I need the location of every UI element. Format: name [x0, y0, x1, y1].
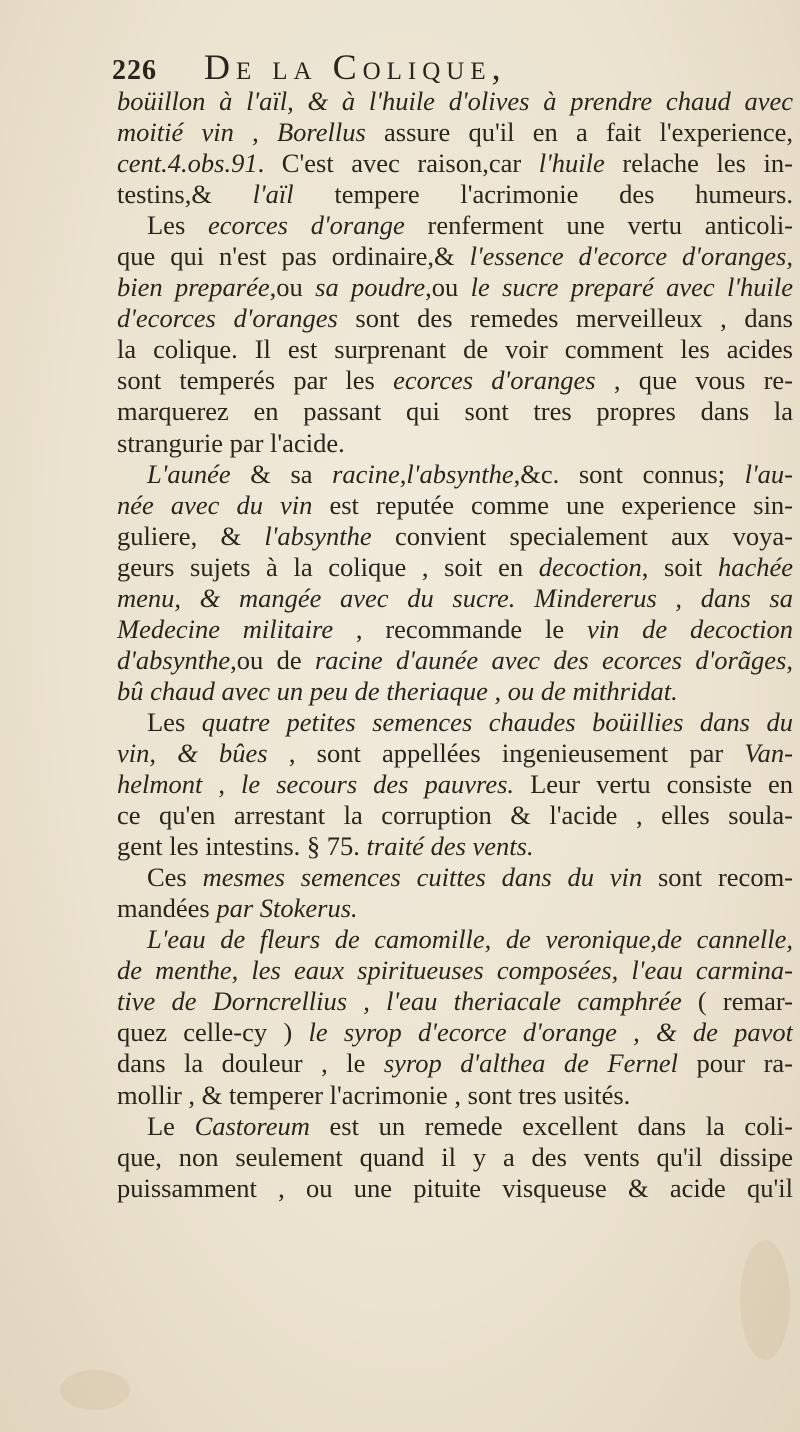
- roman-text: . C'est avec raison,car: [257, 148, 539, 179]
- roman-text: est reputée comme une experience sin-: [312, 489, 793, 520]
- roman-text: assure qu'il en a fait l'experience,: [365, 117, 793, 148]
- text-line: [117, 645, 793, 676]
- italic-text: bû chaud avec un peu de theriaque , ou de mithridat.: [117, 675, 678, 706]
- italic-text: l'au-: [744, 458, 793, 489]
- text-line: [117, 148, 793, 179]
- text-line: [117, 1173, 793, 1204]
- text-line: [117, 831, 793, 862]
- text-line: [117, 334, 793, 365]
- roman-text: est un remede excellent dans la coli-: [309, 1110, 793, 1141]
- text-line: [117, 862, 793, 893]
- text-line: [117, 955, 793, 986]
- italic-text: L'eau de fleurs de camomille, de veronique,de cannelle,: [147, 924, 793, 955]
- italic-text: le sucre preparé avec l'huile: [470, 272, 793, 303]
- italic-text: bien preparée: [117, 272, 270, 303]
- italic-text: l'aïl: [252, 179, 294, 210]
- text-line: [117, 459, 793, 490]
- italic-text: vin, & bûes: [117, 737, 268, 768]
- roman-text: , soit: [641, 551, 718, 582]
- italic-text: syrop d'althea de Fernel: [383, 1048, 679, 1079]
- roman-text: , sont appellées ingenieusement par: [267, 737, 745, 768]
- italic-text: de menthe, les eaux spiritueuses composées, l'eau carmina-: [117, 955, 793, 986]
- italic-text: par Stokerus.: [216, 893, 358, 924]
- italic-text: helmont: [117, 769, 203, 800]
- italic-text: moitié vin: [117, 117, 234, 148]
- italic-text: d'ecorces d'oranges: [117, 303, 338, 334]
- body-text: [117, 86, 793, 1204]
- roman-text: sont temperés par les: [117, 365, 394, 396]
- text-line: [117, 986, 793, 1017]
- roman-text: ,ou: [425, 272, 471, 303]
- roman-text: la colique. Il est surprenant de voir comment les acides: [117, 334, 793, 365]
- text-line: [117, 707, 793, 738]
- roman-text: puissamment , ou une pituite visqueuse & acide qu'il: [117, 1172, 793, 1203]
- italic-text: le syrop d'ecorce d'orange , & de pavot: [308, 1017, 793, 1048]
- roman-text: guliere, &: [117, 520, 265, 551]
- page-header: [112, 46, 672, 90]
- text-line: [117, 117, 793, 148]
- text-line: [117, 1142, 793, 1173]
- text-line: [117, 1017, 793, 1048]
- italic-text: Medecine militaire: [117, 613, 334, 644]
- roman-text: ce qu'en arrestant la corruption & l'acide , elles soula-: [117, 800, 793, 831]
- text-line: [117, 241, 793, 272]
- italic-text: hachée: [717, 551, 793, 582]
- italic-text: l'absynthe: [264, 520, 372, 551]
- paper-stain: [60, 1370, 130, 1410]
- roman-text: gent les intestins. § 75.: [117, 831, 367, 862]
- roman-text: Leur vertu consiste en: [514, 769, 793, 800]
- roman-text: Ces: [147, 862, 203, 893]
- text-line: [117, 614, 793, 645]
- roman-text: ,ou de: [230, 644, 315, 675]
- text-line: [117, 738, 793, 769]
- page-number: 226: [112, 55, 157, 86]
- text-line: [117, 303, 793, 334]
- italic-text: tive de Dorncrellius , l'eau theriacale camphrée: [117, 986, 682, 1017]
- roman-text: strangurie par l'acide.: [117, 427, 345, 458]
- italic-text: mesmes semences cuittes dans du vin: [202, 862, 643, 893]
- italic-text: traité des vents.: [366, 831, 534, 862]
- roman-text: geurs sujets à la colique , soit en: [117, 551, 539, 582]
- italic-text: vin de decoction: [586, 613, 793, 644]
- text-line: [117, 1111, 793, 1142]
- italic-text: l'huile: [538, 148, 605, 179]
- roman-text: ( remar-: [681, 986, 793, 1017]
- roman-text: Le: [147, 1110, 195, 1141]
- text-line: [117, 552, 793, 583]
- roman-text: mollir , & temperer l'acrimonie , sont tres usités.: [117, 1079, 631, 1110]
- roman-text: que qui n'est pas ordinaire,&: [117, 241, 470, 272]
- roman-text: ,: [202, 769, 242, 800]
- text-line: [117, 800, 793, 831]
- italic-text: Van-: [744, 737, 793, 768]
- italic-text: cent.4.obs.91: [117, 148, 258, 179]
- roman-text: , recommande le: [333, 613, 587, 644]
- roman-text: marquerez en passant qui sont tres propres dans la: [117, 396, 793, 427]
- italic-text: d'absynthe: [117, 644, 231, 675]
- italic-text: Borellus: [276, 117, 366, 148]
- text-line: [117, 396, 793, 427]
- text-line: [117, 521, 793, 552]
- roman-text: pour ra-: [678, 1048, 793, 1079]
- text-line: [117, 583, 793, 614]
- text-line: [117, 86, 793, 117]
- text-line: [117, 1048, 793, 1079]
- text-line: [117, 676, 793, 707]
- italic-text: racine,l'absynthe: [332, 458, 514, 489]
- italic-text: L'aunée: [147, 458, 231, 489]
- roman-text: convient specialement aux voya-: [371, 520, 793, 551]
- text-line: [117, 924, 793, 955]
- running-title: De la Colique,: [204, 47, 507, 87]
- roman-text: ,: [233, 117, 277, 148]
- italic-text: sa poudre: [315, 272, 426, 303]
- italic-text: l'essence d'ecorce d'oranges,: [469, 241, 793, 272]
- roman-text: relache les in-: [604, 148, 793, 179]
- roman-text: sont recom-: [642, 862, 793, 893]
- text-line: [117, 210, 793, 241]
- paper-stain: [740, 1240, 790, 1360]
- roman-text: sont des remedes merveilleux , dans: [337, 303, 793, 334]
- roman-text: Les: [147, 210, 209, 241]
- roman-text: & sa: [230, 458, 333, 489]
- roman-text: testins,&: [117, 179, 253, 210]
- text-line: [117, 769, 793, 800]
- roman-text: quez celle-cy ): [117, 1017, 309, 1048]
- italic-text: Castoreum: [194, 1110, 310, 1141]
- roman-text: , que vous re-: [595, 365, 793, 396]
- italic-text: ecorces d'oranges: [393, 365, 596, 396]
- roman-text: que, non seulement quand il y a des vents qu'il dissipe: [117, 1141, 793, 1172]
- roman-text: mandées: [117, 893, 217, 924]
- roman-text: renferment une vertu anticoli-: [404, 210, 793, 241]
- italic-text: racine d'aunée avec des ecorces d'orãges,: [314, 644, 793, 675]
- italic-text: quatre petites semences chaudes boüillies dans du: [201, 706, 793, 737]
- italic-text: née avec du vin: [117, 489, 313, 520]
- text-line: [117, 893, 793, 924]
- italic-text: boüillon à l'aïl, & à l'huile d'olives à prendre chaud avec: [117, 86, 793, 116]
- roman-text: tempere l'acrimonie des humeurs.: [293, 179, 793, 210]
- text-line: [117, 272, 793, 303]
- italic-text: menu, & mangée avec du sucre. Mindererus , dans sa: [117, 582, 793, 613]
- roman-text: ,ou: [269, 272, 316, 303]
- text-line: [117, 365, 793, 396]
- italic-text: le secours des pauvres.: [241, 769, 515, 800]
- roman-text: ,&c. sont connus;: [513, 458, 745, 489]
- italic-text: ecorces d'orange: [208, 210, 405, 241]
- roman-text: dans la douleur , le: [117, 1048, 384, 1079]
- text-line: [117, 1080, 793, 1111]
- text-line: [117, 179, 793, 210]
- text-line: [117, 428, 793, 459]
- italic-text: decoction: [538, 551, 642, 582]
- roman-text: Les: [147, 706, 202, 737]
- text-line: [117, 490, 793, 521]
